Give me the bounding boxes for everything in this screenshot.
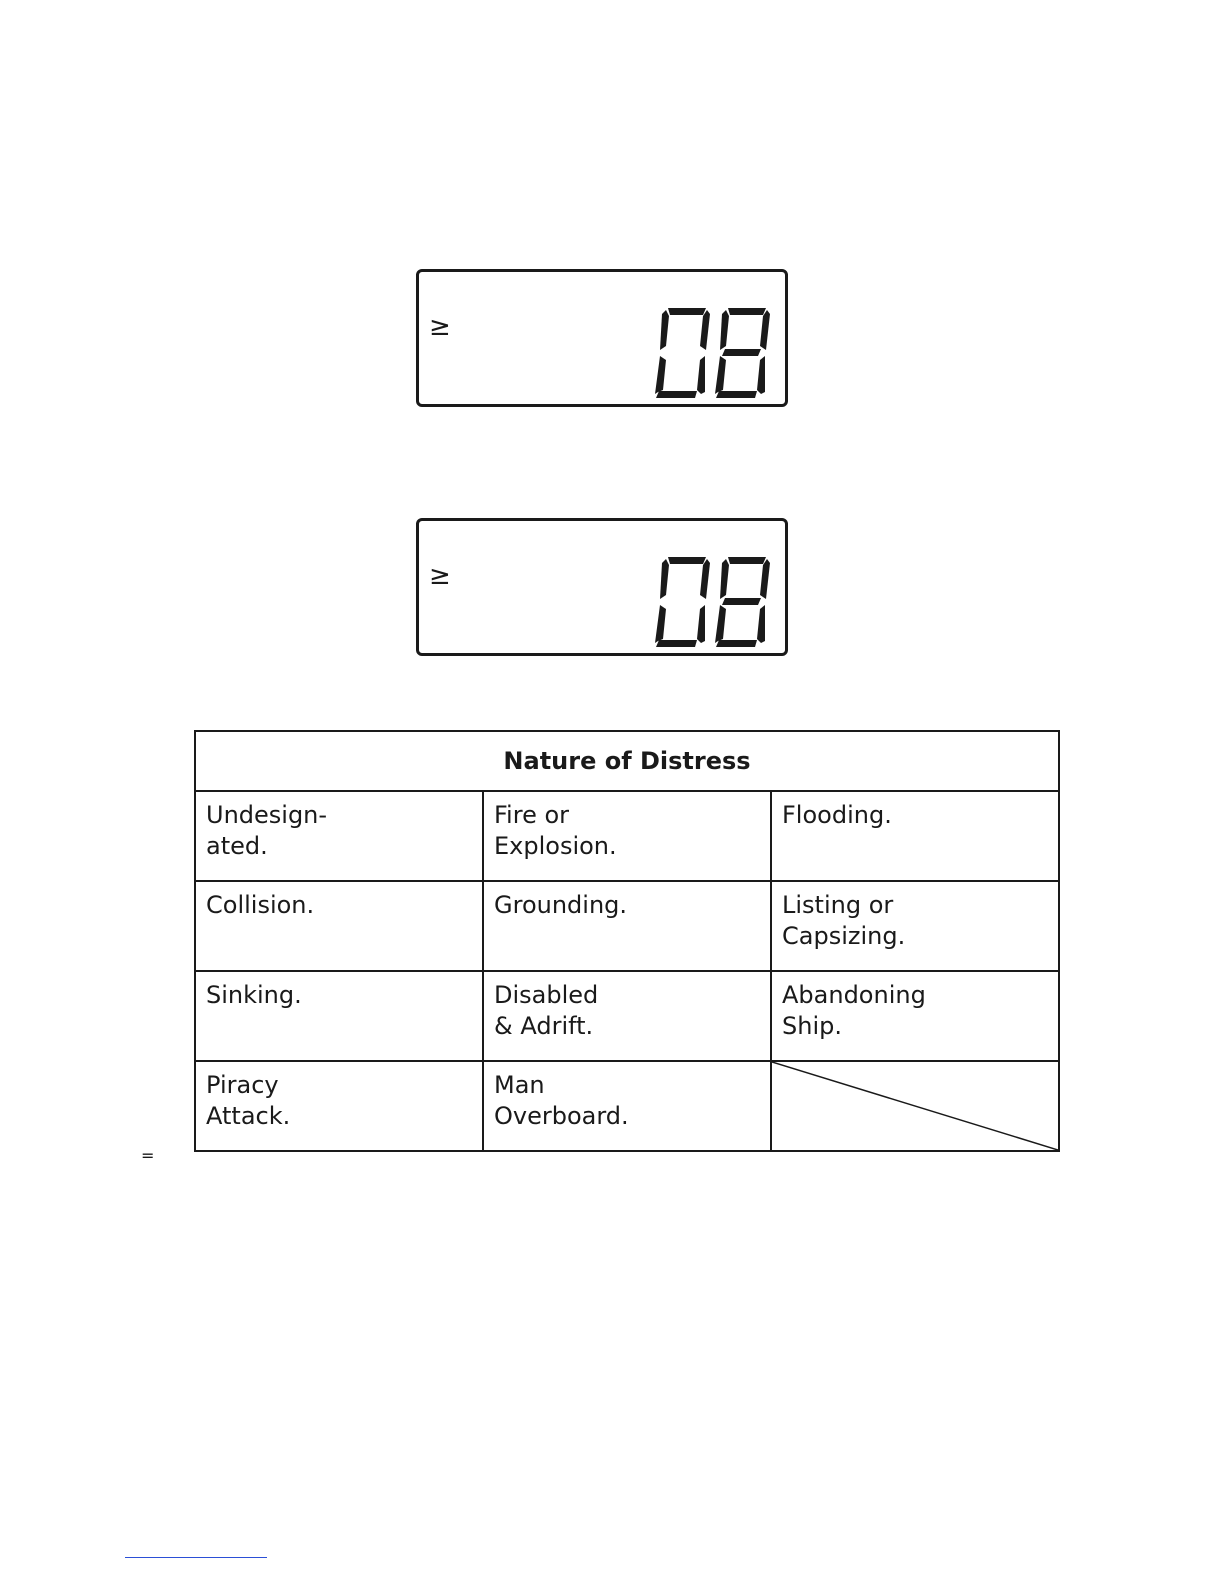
distress-sinking: Sinking. — [195, 971, 483, 1061]
table-row — [195, 791, 1059, 881]
distress-piracy-attack: Piracy Attack. — [195, 1061, 483, 1151]
distress-collision: Collision. — [195, 881, 483, 971]
seven-segment-digits — [655, 557, 773, 647]
digit1-seg-c — [757, 356, 765, 394]
digit1-seg-f — [720, 310, 729, 350]
digit1-seg-d — [716, 640, 757, 647]
greater-or-equal-symbol: ≥ — [429, 561, 451, 591]
digit0-seg-c — [697, 356, 705, 394]
equals-mark: = — [141, 1146, 155, 1165]
digit0-seg-f — [660, 310, 669, 350]
digit0-seg-a — [668, 557, 706, 564]
empty-struck-cell — [771, 1061, 1059, 1151]
digit1-seg-e — [715, 605, 726, 643]
distress-fire-explosion: Fire or Explosion. — [483, 791, 771, 881]
distress-disabled-adrift: Disabled & Adrift. — [483, 971, 771, 1061]
digit0-seg-e — [655, 605, 666, 643]
nature-of-distress-table — [194, 730, 1060, 1152]
digit1-seg-a — [728, 308, 766, 315]
seven-segment-readout — [655, 557, 773, 647]
digit0-seg-d — [656, 640, 697, 647]
digit1-seg-b — [760, 310, 770, 350]
digit1-seg-f — [720, 559, 729, 599]
distress-grounding: Grounding. — [483, 881, 771, 971]
table-title: Nature of Distress — [195, 731, 1059, 791]
diagonal-strike-line — [772, 1062, 1058, 1150]
distress-abandoning-ship: Abandoning Ship. — [771, 971, 1059, 1061]
seven-segment-digits — [655, 308, 773, 398]
digit1-seg-g — [722, 598, 761, 605]
digit0-seg-f — [660, 559, 669, 599]
digit0-seg-a — [668, 308, 706, 315]
table-row — [195, 881, 1059, 971]
digit1-seg-d — [716, 391, 757, 398]
digit0-seg-b — [700, 559, 710, 599]
digit1-seg-b — [760, 559, 770, 599]
lcd-display-top — [416, 269, 788, 407]
digit0-seg-c — [697, 605, 705, 643]
digit0-seg-d — [656, 391, 697, 398]
distress-listing-capsizing: Listing or Capsizing. — [771, 881, 1059, 971]
distress-undesignated: Undesign- ated. — [195, 791, 483, 881]
digit1-seg-c — [757, 605, 765, 643]
digit1-seg-a — [728, 557, 766, 564]
digit0-seg-b — [700, 310, 710, 350]
digit0-seg-e — [655, 356, 666, 394]
table-row — [195, 1061, 1059, 1151]
lcd-display-bottom — [416, 518, 788, 656]
distress-flooding: Flooding. — [771, 791, 1059, 881]
seven-segment-readout — [655, 308, 773, 398]
digit1-seg-e — [715, 356, 726, 394]
greater-or-equal-symbol: ≥ — [429, 312, 451, 342]
distress-man-overboard: Man Overboard. — [483, 1061, 771, 1151]
footnote-rule — [125, 1557, 267, 1558]
table-row — [195, 971, 1059, 1061]
digit1-seg-g — [722, 349, 761, 356]
